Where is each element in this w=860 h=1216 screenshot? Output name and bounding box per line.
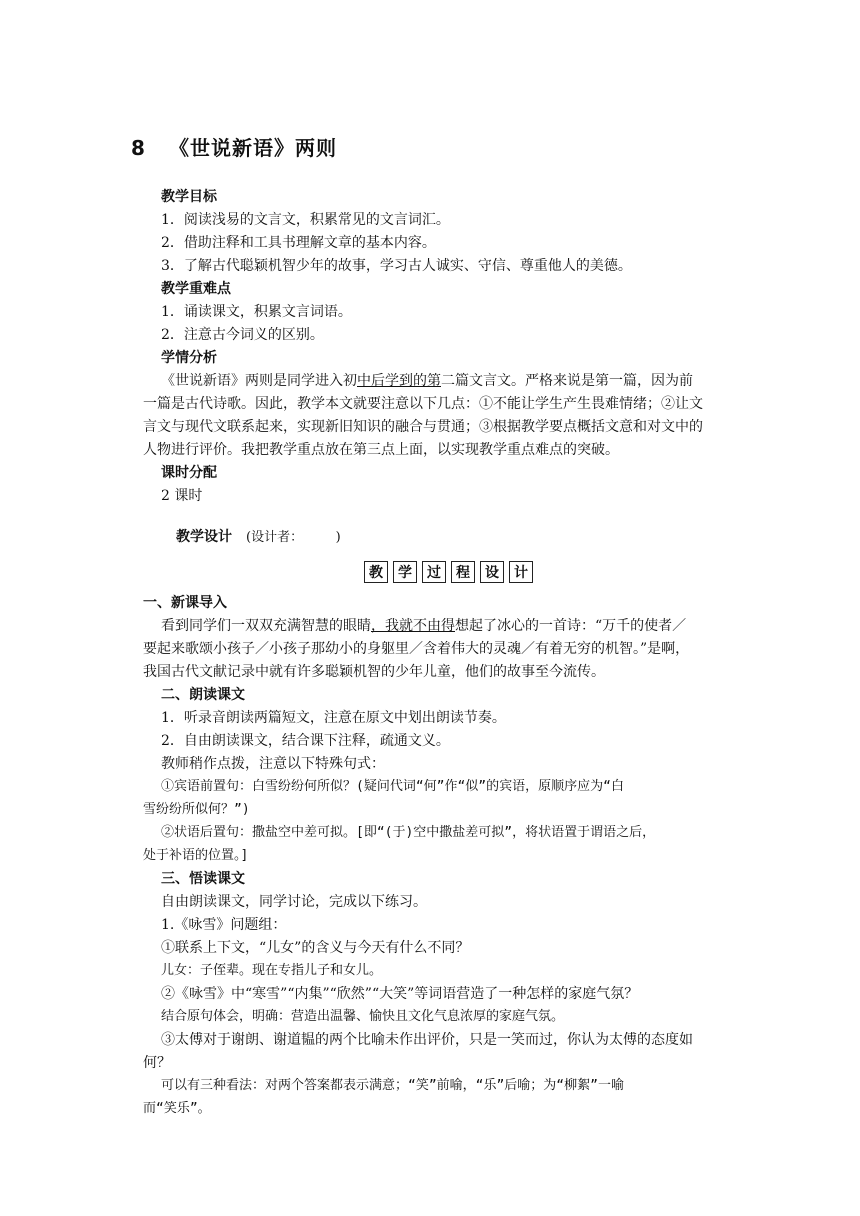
- answer-line: 儿女：子侄辈。现在专指儿子和女儿。: [161, 963, 383, 978]
- hours-value: 2 课时: [161, 488, 203, 504]
- paragraph-line: ②《咏雪》中“寒雪”“内集”“欣然”“大笑”等词语营造了一种怎样的家庭气氛？: [161, 986, 639, 1002]
- paragraph-line: 自由朗读课文，同学讨论，完成以下练习。: [161, 894, 427, 910]
- lesson-title-text: 《世说新语》两则: [169, 136, 337, 160]
- banner-char: 过: [422, 561, 446, 583]
- key-item: 2．注意古今词义的区别。: [161, 327, 324, 343]
- banner-char: 学: [393, 561, 417, 583]
- paragraph-line: 我国古代文献记录中就有许多聪颖机智的少年儿童，他们的故事至今流传。: [143, 664, 605, 680]
- answer-line: 结合原句体会，明确：营造出温馨、愉快且文化气息浓厚的家庭气氛。: [161, 1009, 565, 1024]
- process-banner: [364, 561, 533, 583]
- paragraph-line: 何？: [143, 1055, 171, 1071]
- paragraph-line: 雪纷纷所似何？”): [143, 802, 250, 817]
- lesson-number: 8: [131, 136, 146, 160]
- paragraph-line: ①宾语前置句：白雪纷纷何所似？(疑问代词“何”作“似”的宾语，原顺序应为“白: [161, 779, 624, 794]
- banner-char: 教: [364, 561, 388, 583]
- goal-item: 3．了解古代聪颖机智少年的故事，学习古人诚实、守信、尊重他人的美德。: [161, 258, 632, 274]
- paragraph-line: 教师稍作点拨，注意以下特殊句式：: [161, 756, 385, 772]
- goal-item: 2．借助注释和工具书理解文章的基本内容。: [161, 235, 436, 251]
- section-heading: 三、悟读课文: [161, 871, 245, 887]
- design-label: 教学设计 (设计者： ): [176, 529, 341, 545]
- analysis-line: 《世说新语》两则是同学进入初中后学到的第二篇文言文。严格来说是第一篇，因为前: [161, 373, 693, 389]
- key-item: 1．诵读课文，积累文言词语。: [161, 304, 352, 320]
- analysis-line: 言文与现代文联系起来，实现新旧知识的融合与贯通；③根据教学要点概括文意和对文中的: [143, 419, 703, 435]
- section-heading: 一、新课导入: [143, 595, 227, 611]
- paragraph-line: 2．自由朗读课文，结合课下注释，疏通文义。: [161, 733, 450, 749]
- paragraph-line: 看到同学们一双双充满智慧的眼睛，我就不由得想起了冰心的一首诗：“万千的使者／: [161, 618, 687, 634]
- goals-heading: 教学目标: [161, 189, 217, 205]
- goal-item: 1．阅读浅易的文言文，积累常见的文言词汇。: [161, 212, 450, 228]
- hours-heading: 课时分配: [161, 465, 217, 481]
- paragraph-line: 要起来歌颂小孩子／小孩子那幼小的身躯里／含着伟大的灵魂／有着无穷的机智。”是啊，: [143, 641, 690, 657]
- answer-line: 可以有三种看法：对两个答案都表示满意；“笑”前喻，“乐”后喻；为“柳絮”一喻: [161, 1078, 624, 1093]
- section-heading: 二、朗读课文: [161, 687, 245, 703]
- banner-char: 程: [451, 561, 475, 583]
- analysis-line: 人物进行评价。我把教学重点放在第三点上面，以实现教学重点难点的突破。: [143, 442, 619, 458]
- banner-char: 计: [509, 561, 533, 583]
- paragraph-line: ②状语后置句：撒盐空中差可拟。[即“(于)空中撒盐差可拟”，将状语置于谓语之后，: [161, 825, 656, 840]
- paragraph-line: 处于补语的位置。]: [143, 848, 249, 863]
- paragraph-line: ③太傅对于谢朗、谢道韫的两个比喻未作出评价，只是一笑而过，你认为太傅的态度如: [161, 1032, 693, 1048]
- answer-line: 而“笑乐”。: [143, 1101, 211, 1116]
- paragraph-line: 1.《咏雪》问题组：: [161, 917, 287, 933]
- paragraph-line: 1．听录音朗读两篇短文，注意在原文中划出朗读节奏。: [161, 710, 506, 726]
- paragraph-line: ①联系上下文，“儿女”的含义与今天有什么不同？: [161, 940, 470, 956]
- key-heading: 教学重难点: [161, 281, 231, 297]
- banner-char: 设: [480, 561, 504, 583]
- analysis-line: 一篇是古代诗歌。因此，教学本文就要注意以下几点：①不能让学生产生畏难情绪；②让文: [143, 396, 703, 412]
- lesson-title: [131, 132, 337, 161]
- analysis-heading: 学情分析: [161, 350, 217, 366]
